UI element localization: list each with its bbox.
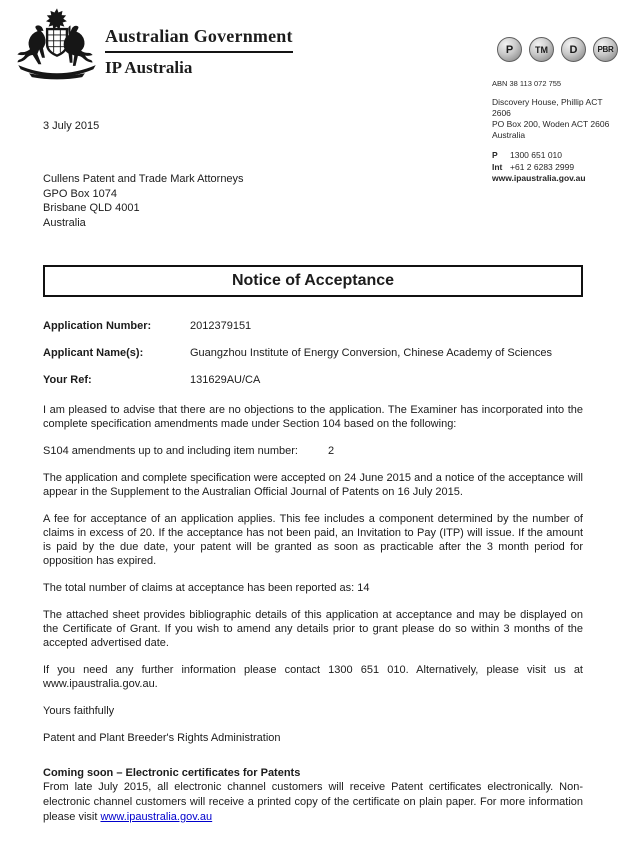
applicant-name-row	[43, 346, 583, 360]
claims-count-line	[43, 581, 583, 595]
designs-badge-label: D	[569, 43, 578, 56]
intl-phone-label: Int	[492, 161, 503, 172]
phone-number: 1300 651 010	[510, 150, 562, 160]
s104-label: S104 amendments up to and including item number:	[43, 445, 298, 457]
paragraph-acceptance-fee: A fee for acceptance of an application applies. This fee includes a component determined by the number of claims in excess of 20. If the acceptance has not been paid, an Invitation to Pay (ITP) will issue. If the amount is paid by the due date, your patent will be granted as soon as practicable after the 3 month period for opposition has expired.	[43, 513, 583, 567]
signature: Patent and Plant Breeder's Rights Administration	[43, 732, 281, 744]
notice-title-box	[43, 265, 583, 297]
letter-paragraphs	[43, 403, 583, 745]
letter-date: 3 July 2015	[43, 120, 100, 132]
paragraph-further-info: If you need any further information please contact 1300 651 010. Alternatively, please visit us at www.ipaustralia.gov.au.	[43, 664, 583, 690]
office-address-line: PO Box 200, Woden ACT 2606	[492, 119, 610, 129]
abn-number: ABN 38 113 072 755	[492, 79, 562, 88]
trademarks-badge-label: TM	[535, 44, 548, 55]
recipient-address	[43, 172, 583, 230]
office-address-line: Discovery House, Phillip ACT 2606	[492, 97, 603, 118]
recipient-line: GPO Box 1074	[43, 187, 117, 200]
applicant-name-value: Guangzhou Institute of Energy Conversion, Chinese Academy of Sciences	[190, 347, 552, 359]
patents-badge-label: P	[505, 43, 514, 56]
notice-title: Notice of Acceptance	[231, 272, 395, 289]
coming-soon-section	[43, 766, 583, 825]
your-ref-label: Your Ref:	[43, 374, 92, 386]
recipient-line: Cullens Patent and Trade Mark Attorneys	[43, 173, 244, 185]
claims-label: The total number of claims at acceptance has been reported as:	[43, 582, 355, 594]
government-name: Australian Government	[105, 26, 293, 53]
coming-soon-heading: Coming soon – Electronic certificates for Patents	[43, 767, 301, 779]
paragraph-no-objections: I am pleased to advise that there are no objections to the application. The Examiner has incorporated into the complete specification amendments made under Section 104 based on the following:	[43, 404, 583, 430]
claims-count: 14	[357, 582, 370, 594]
kangaroo	[17, 25, 45, 64]
signoff: Yours faithfully	[43, 705, 115, 717]
applicant-name-label: Applicant Name(s):	[43, 347, 144, 359]
pbr-badge	[593, 37, 618, 62]
recipient-line: Brisbane QLD 4001	[43, 202, 140, 214]
application-number-label: Application Number:	[43, 320, 152, 332]
application-number-row	[43, 319, 583, 333]
s104-amendments-line	[43, 444, 583, 458]
paragraph-bibliographic: The attached sheet provides bibliographic details of this application at acceptance and may be displayed on the Certificate of Grant. If you wish to amend any details prior to grant please do so within 3 months of the accepted advertised date.	[43, 609, 583, 649]
letter-body	[43, 0, 583, 825]
phone-label: P	[492, 150, 498, 160]
office-website: www.ipaustralia.gov.au	[492, 173, 586, 183]
coming-soon-body: From late July 2015, all electronic channel customers will receive Patent certificates electronically. Non-electronic channel customers will receive a printed copy of the certificate on plain paper. For more information please visit	[43, 781, 583, 823]
intl-phone-number: +61 2 6283 2999	[510, 161, 575, 172]
your-ref-row	[43, 373, 583, 387]
pbr-badge-label: PBR	[597, 45, 614, 54]
application-number-value: 2012379151	[190, 320, 252, 332]
your-ref-value: 131629AU/CA	[190, 374, 261, 386]
coming-soon-text	[43, 780, 583, 825]
agency-name: IP Australia	[105, 58, 193, 77]
s104-item-number: 2	[328, 445, 335, 457]
recipient-line: Australia	[43, 216, 86, 229]
ipaustralia-link[interactable]: www.ipaustralia.gov.au	[100, 811, 213, 823]
office-address-line: Australia	[492, 130, 526, 140]
application-details	[43, 319, 583, 387]
paragraph-acceptance-date: The application and complete specification were accepted on 24 June 2015 and a notice of the acceptance will appear in the Supplement to the Australian Official Journal of Patents on 16 July 2015.	[43, 472, 583, 498]
